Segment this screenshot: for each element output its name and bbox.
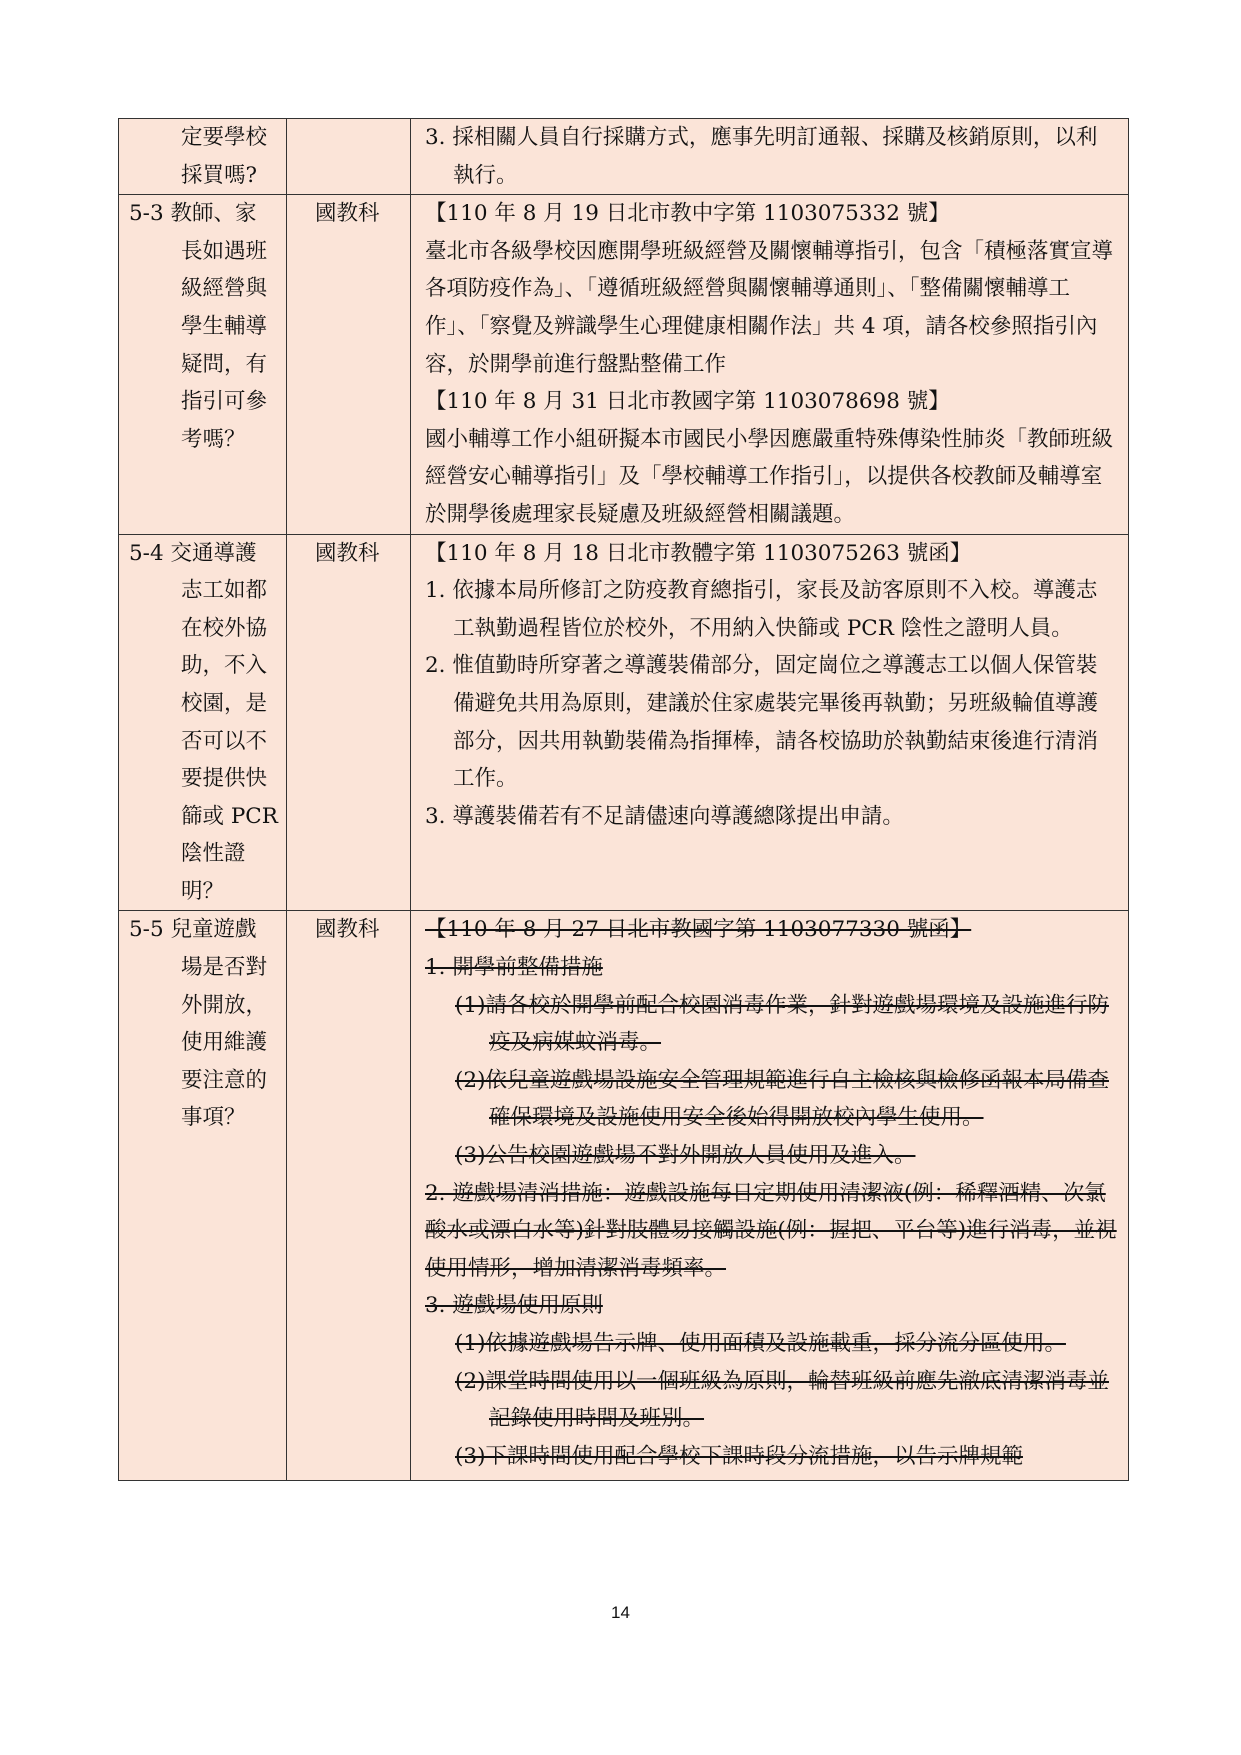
faq-table-body (119, 119, 1129, 1481)
question-line: 要提供快 (181, 766, 268, 792)
question-line: 要注意的 (181, 1067, 268, 1093)
unit-cell: 國教科 (287, 911, 411, 1481)
faq-row (119, 195, 1129, 534)
page-number: 14 (611, 1603, 630, 1622)
unit-cell: 國教科 (287, 534, 411, 911)
question-line: 外開放， (181, 992, 268, 1018)
question-line: 場是否對 (181, 955, 268, 981)
answer-paragraph: 【110 年 8 月 18 日北市教體字第 1103075263 號函】 (425, 540, 972, 566)
question-line: 篩或 PCR (181, 803, 278, 829)
question-line: 事項？ (181, 1105, 246, 1131)
question-cell (119, 195, 287, 534)
faq-row (119, 534, 1129, 911)
answer-cell (411, 534, 1129, 911)
question-line: 校園，是 (181, 690, 268, 716)
question-cell (119, 911, 287, 1481)
question-line: 級經營與 (181, 276, 268, 302)
answer-paragraph: (1)請各校於開學前配合校園消毒作業，針對遊戲場環境及設施進行防疫及病媒蚊消毒。 (455, 992, 1109, 1056)
faq-row (119, 911, 1129, 1481)
answer-paragraph: 【110 年 8 月 31 日北市教國字第 1103078698 號】 (425, 389, 950, 415)
question-line: 學生輔導 (181, 313, 268, 339)
answer-paragraph: (1)依據遊戲場告示牌、使用面積及設施載重，採分流分區使用。 (455, 1331, 1066, 1356)
answer-cell (411, 911, 1129, 1481)
faq-table (118, 118, 1129, 1481)
answer-paragraph: (3)下課時間使用配合學校下課時段分流措施，以告示牌規範 (455, 1443, 1023, 1469)
question-line: 5-5 兒童遊戲 (129, 917, 257, 943)
answer-paragraph: 1. 依據本局所修訂之防疫教育總指引，家長及訪客原則不入校。導護志工執勤過程皆位於校外，不用納入快篩或 PCR 陰性之證明人員。 (425, 578, 1098, 641)
question-cell (119, 119, 287, 195)
answer-paragraph: (2)依兒童遊戲場設施安全管理規範進行自主檢核與檢修函報本局備查確保環境及設施使用安全後始得開放校內學生使用。 (455, 1067, 1109, 1131)
answer-cell (411, 119, 1129, 195)
answer-paragraph: 2. 惟值勤時所穿著之導護裝備部分，固定崗位之導護志工以個人保管裝備避免共用為原則，建議於住家處裝完畢後再執勤；另班級輪值導護部分，因共用執勤裝備為指揮棒，請各校協助於執勤結束後進行清消工作。 (425, 653, 1099, 792)
answer-paragraph: 1. 開學前整備措施 (425, 955, 603, 981)
question-line: 5-4 交通導護 (129, 540, 257, 566)
question-line: 助，不入 (181, 653, 268, 679)
answer-paragraph: (3)公告校園遊戲場不對外開放人員使用及進入。 (455, 1143, 916, 1169)
answer-cell (411, 195, 1129, 534)
answer-paragraph: 【110 年 8 月 27 日北市教國字第 1103077330 號函】 (425, 917, 972, 943)
question-line: 明？ (181, 878, 225, 904)
answer-paragraph: 【110 年 8 月 19 日北市教中字第 1103075332 號】 (425, 201, 950, 227)
question-cell (119, 534, 287, 911)
question-line: 長如遇班 (181, 238, 268, 264)
unit-cell (287, 119, 411, 195)
answer-paragraph: (2)課堂時間使用以一個班級為原則，輪替班級前應先澈底清潔消毒並記錄使用時間及班別。 (455, 1368, 1109, 1432)
question-line: 採買嗎? (181, 162, 258, 188)
question-line: 志工如都 (181, 578, 268, 604)
unit-cell: 國教科 (287, 195, 411, 534)
answer-paragraph: 3. 遊戲場使用原則 (425, 1293, 603, 1319)
answer-paragraph: 臺北市各級學校因應開學班級經營及關懷輔導指引，包含「積極落實宣導各項防疫作為」、「遵循班級經營與關懷輔導通則」、「整備關懷輔導工作」、「察覺及辨識學生心理健康相關作法」共 4 項，請各校參照指引內容，於開學前進行盤點整備工作 (425, 238, 1114, 377)
answer-paragraph: 國小輔導工作小組研擬本市國民小學因應嚴重特殊傳染性肺炎「教師班級經營安心輔導指引」及「學校輔導工作指引」，以提供各校教師及輔導室於開學後處理家長疑慮及班級經營相關議題。 (425, 426, 1114, 527)
question-line: 否可以不 (181, 728, 268, 754)
question-line: 疑問，有 (181, 351, 268, 377)
question-line: 在校外協 (181, 615, 268, 641)
answer-paragraph: 3. 導護裝備若有不足請儘速向導護總隊提出申請。 (425, 803, 904, 829)
question-line: 使用維護 (181, 1030, 268, 1056)
faq-row (119, 119, 1129, 195)
question-line: 考嗎？ (181, 426, 246, 452)
question-line: 定要學校 (181, 125, 268, 150)
question-line: 指引可參 (181, 389, 268, 415)
answer-paragraph: 3. 採相關人員自行採購方式，應事先明訂通報、採購及核銷原則，以利執行。 (425, 125, 1098, 188)
question-line: 陰性證 (181, 841, 246, 867)
question-line: 5-3 教師、家 (129, 201, 257, 227)
answer-paragraph: 2. 遊戲場清消措施：遊戲設施每日定期使用清潔液(例：稀釋酒精、次氯酸水或漂白水等)針對肢體易接觸設施(例：握把、平台等)進行消毒，並視使用情形，增加清潔消毒頻率。 (425, 1180, 1117, 1281)
